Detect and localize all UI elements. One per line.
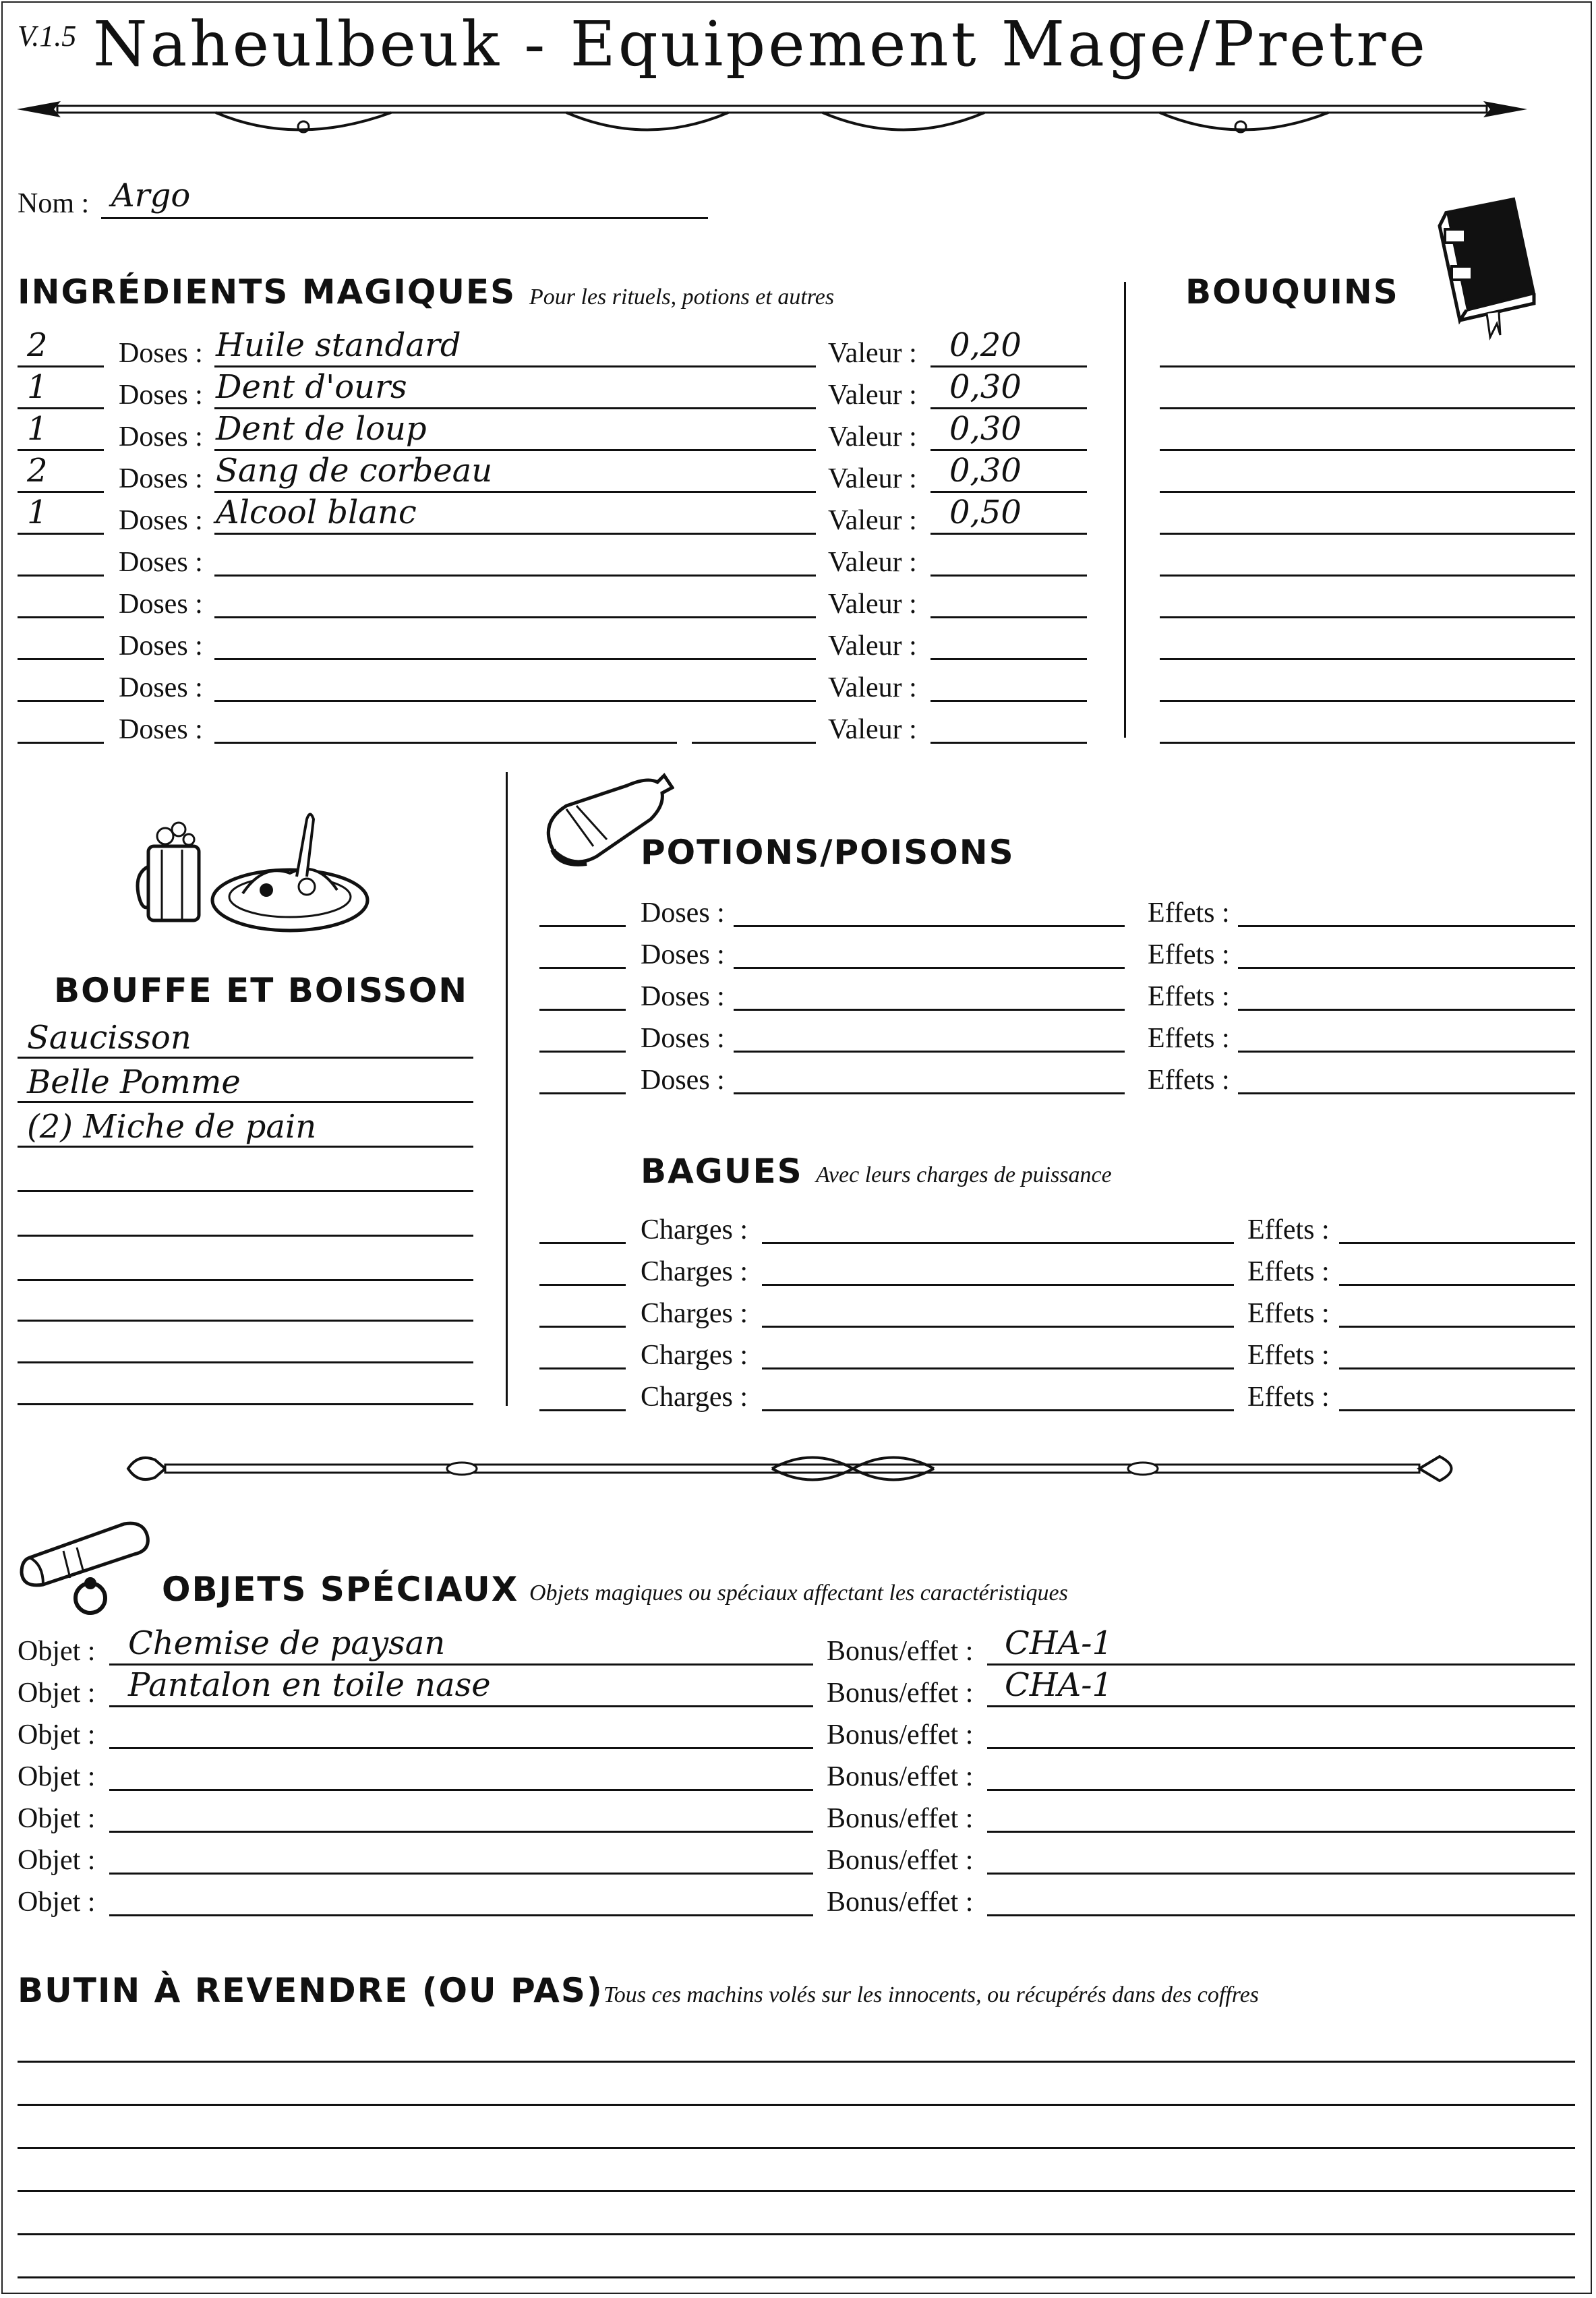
- bouffe-list: [0, 1015, 485, 1413]
- bagues-subtitle: Avec leurs charges de puissance: [816, 1162, 1112, 1187]
- page-title: Naheulbeuk - Equipement Mage/Pretre: [93, 8, 1428, 80]
- objets-title: OBJETS SPÉCIAUX: [162, 1570, 519, 1609]
- butin-title: BUTIN À REVENDRE (OU PAS): [18, 1971, 603, 2010]
- bouffe-item[interactable]: (2) Miche de pain: [27, 1108, 317, 1146]
- bouquin-line[interactable]: [1160, 658, 1575, 660]
- column-divider: [506, 772, 508, 1406]
- objets-table: [0, 1622, 1596, 1925]
- bouffe-item[interactable]: Belle Pomme: [27, 1063, 241, 1101]
- bouffe-item[interactable]: [18, 1235, 473, 1237]
- bouquin-line[interactable]: [1160, 574, 1575, 577]
- objet-row: Objet : Bonus/effet :: [0, 1747, 1596, 1789]
- ingredient-row: 2 Doses : Huile standard Valeur : 0,20: [0, 324, 1106, 365]
- ingredient-row: Doses : Valeur :: [0, 533, 1106, 574]
- ingredient-row: 1 Doses : Dent d'ours Valeur : 0,30: [0, 365, 1106, 407]
- bague-row: Charges : Effets :: [526, 1200, 1578, 1242]
- column-divider: [1124, 282, 1126, 738]
- bouquin-line[interactable]: [1160, 407, 1575, 409]
- butin-line[interactable]: [18, 2061, 1575, 2063]
- bague-row: Charges : Effets :: [526, 1284, 1578, 1326]
- nom-underline: [101, 217, 708, 219]
- bouquin-line[interactable]: [1160, 616, 1575, 618]
- bagues-title: BAGUES: [641, 1152, 803, 1191]
- ingredient-row: Doses : Valeur :: [0, 700, 1106, 742]
- bouffe-item[interactable]: [18, 1190, 473, 1192]
- objet-row: Objet : Bonus/effet :: [0, 1873, 1596, 1914]
- bouquin-line[interactable]: [1160, 365, 1575, 367]
- potion-row: Doses : Effets :: [526, 1009, 1578, 1051]
- scroll-ring-icon: [16, 1510, 158, 1618]
- ingredient-row: Doses : Valeur :: [0, 574, 1106, 616]
- ingredients-title: INGRÉDIENTS MAGIQUES: [18, 272, 516, 312]
- objet-row: Objet : Chemise de paysan Bonus/effet : CHA-1: [0, 1622, 1596, 1663]
- butin-line[interactable]: [18, 2104, 1575, 2106]
- butin-line[interactable]: [18, 2147, 1575, 2149]
- objet-row: Objet : Bonus/effet :: [0, 1705, 1596, 1747]
- ingredients-subtitle: Pour les rituels, potions et autres: [529, 285, 835, 310]
- potion-row: Doses : Effets :: [526, 883, 1578, 925]
- nom-label: Nom :: [18, 188, 90, 219]
- butin-subtitle: Tous ces machins volés sur les innocents, ou récupérés dans des coffres: [603, 1982, 1260, 2007]
- bouquin-line[interactable]: [1160, 491, 1575, 493]
- bouffe-item[interactable]: [18, 1279, 473, 1281]
- ingredient-row: Doses : Valeur :: [0, 658, 1106, 700]
- bague-row: Charges : Effets :: [526, 1326, 1578, 1367]
- nom-value[interactable]: Argo: [111, 177, 191, 214]
- potion-row: Doses : Effets :: [526, 967, 1578, 1009]
- ingredients-table: [0, 324, 1106, 755]
- ingredient-row: Doses : Valeur :: [0, 616, 1106, 658]
- ingredient-row: 1 Doses : Dent de loup Valeur : 0,30: [0, 407, 1106, 449]
- bouffe-item[interactable]: [18, 1361, 473, 1363]
- bouquins-title: BOUQUINS: [1185, 272, 1399, 312]
- bouquin-line[interactable]: [1160, 700, 1575, 702]
- potions-table: [526, 883, 1578, 1099]
- bouquins-list: [1160, 324, 1578, 755]
- potion-row: Doses : Effets :: [526, 1051, 1578, 1092]
- food-icon: [135, 799, 378, 941]
- bouquin-line[interactable]: [1160, 742, 1575, 744]
- objets-subtitle: Objets magiques ou spéciaux affectant les caractéristiques: [529, 1581, 1068, 1605]
- potion-row: Doses : Effets :: [526, 925, 1578, 967]
- spear-divider-top: [13, 86, 1531, 147]
- objet-row: Objet : Bonus/effet :: [0, 1831, 1596, 1873]
- butin-line[interactable]: [18, 2233, 1575, 2235]
- butin-lines: [0, 2023, 1596, 2293]
- bouffe-item[interactable]: [18, 1320, 473, 1322]
- bouquin-line[interactable]: [1160, 449, 1575, 451]
- bague-row: Charges : Effets :: [526, 1367, 1578, 1409]
- ingredient-row: 2 Doses : Sang de corbeau Valeur : 0,30: [0, 449, 1106, 491]
- staff-divider: [125, 1443, 1467, 1497]
- bague-row: Charges : Effets :: [526, 1242, 1578, 1284]
- book-icon: [1433, 192, 1541, 341]
- version-label: V.1.5: [18, 20, 77, 53]
- butin-line[interactable]: [18, 2276, 1575, 2278]
- bouquin-line[interactable]: [1160, 533, 1575, 535]
- ingredient-row: 1 Doses : Alcool blanc Valeur : 0,50: [0, 491, 1106, 533]
- objet-row: Objet : Bonus/effet :: [0, 1789, 1596, 1831]
- butin-line[interactable]: [18, 2190, 1575, 2192]
- bagues-table: [526, 1200, 1578, 1416]
- bouffe-item[interactable]: [18, 1403, 473, 1405]
- potions-title: POTIONS/POISONS: [641, 833, 1015, 872]
- bouffe-title: BOUFFE ET BOISSON: [54, 971, 469, 1010]
- objet-row: Objet : Pantalon en toile nase Bonus/effet : CHA-1: [0, 1663, 1596, 1705]
- bouffe-item[interactable]: Saucisson: [27, 1019, 191, 1057]
